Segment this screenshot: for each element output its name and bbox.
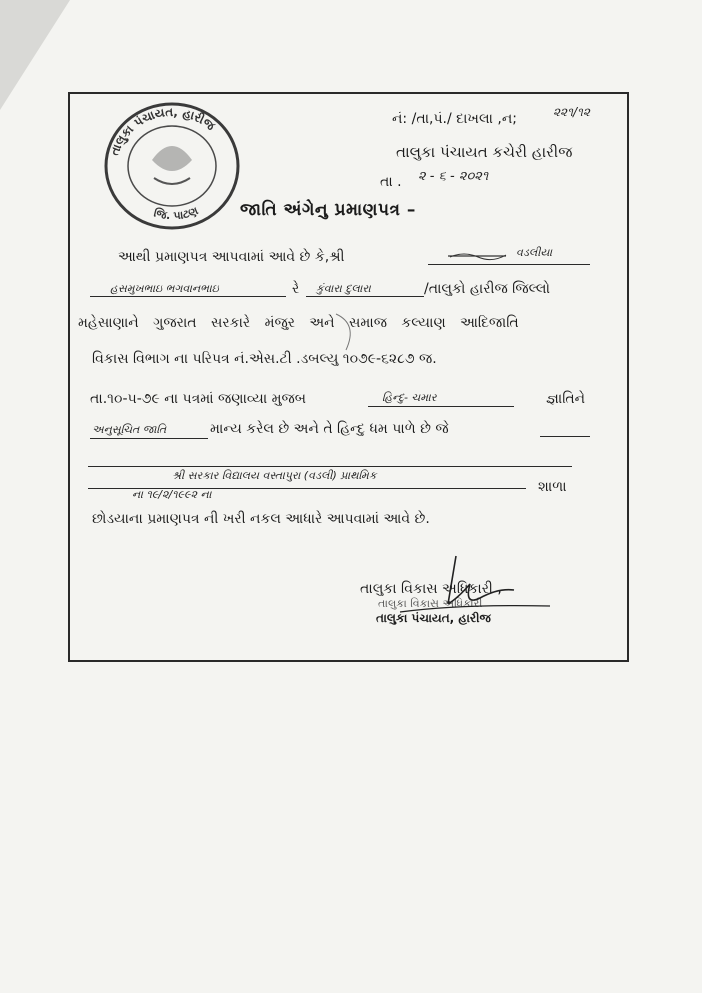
seal-top-text: તાલુકા પંચાયત, હારીજ (107, 104, 218, 158)
resident-label: રે (292, 281, 300, 297)
body-line-6: માન્ય કરેલ છે અને તે હિન્દુ ધમ પાળે છે જે (210, 421, 449, 437)
signatory-stamp-line-1: તાલુકા વિકાસ અધિકારી (378, 597, 483, 610)
surname-handwritten: વડલીયા (516, 246, 553, 259)
officer-signature (360, 552, 560, 632)
office-name: તાલુકા પંચાયત કચેરી હારીજ (396, 143, 573, 161)
pen-mark (332, 310, 362, 352)
caste-handwritten: હિન્દુ- ચમાર (382, 391, 437, 404)
body-line-1: આથી પ્રમાણપત્ર આપવામાં આવે છે કે,શ્રી (118, 249, 345, 265)
signatory-title: તાલુકા વિકાસ અધિકારી , (360, 581, 502, 597)
fullname-blank-line (90, 296, 286, 297)
svg-text:જિ. પાટણ (152, 204, 200, 223)
category-handwritten: અનુસૂચિત જાતિ (92, 423, 167, 436)
signatory-stamp-line-2: તાલુકા પંચાયત, હારીજ (376, 611, 491, 625)
seal-bottom-text: જિ. પાટણ (152, 204, 201, 223)
school-blank-line-1 (88, 466, 572, 467)
paper-corner-fold (0, 0, 70, 110)
body-line-5a: તા.૧૦-૫-૭૯ ના પત્રમાં જણાવ્યા મુજબ (90, 391, 306, 407)
trailing-blank-line (540, 436, 590, 437)
category-blank-line (90, 438, 208, 439)
fullname-handwritten: હસમુખભાઇ ભગવાનભાઇ (110, 282, 219, 295)
school-label: શાળા (538, 479, 567, 495)
panchayat-seal (92, 98, 252, 238)
school-date-handwritten: ના ૧૯/૨/૧૯૯૨ ના (132, 488, 212, 501)
certificate-title: જાતિ અંગેનુ પ્રમાણપત્ર – (240, 200, 416, 220)
date-handwritten: ૨ - ૬ - ૨૦૨૧ (418, 169, 489, 184)
school-handwritten: શ્રી સરકાર વિદ્યાલય વસ્તાપુરા (વડલી) પ્રાથમિક (172, 469, 377, 482)
caste-blank-line (368, 406, 514, 407)
name-blank-line (428, 264, 590, 265)
body-line-3: મહેસાણાને ગુજરાત સરકારે મંજુર અને સમાજ કલ્યાણ આદિજાતિ (78, 315, 519, 331)
village-blank-line (306, 296, 424, 297)
date-label: તા . (380, 174, 402, 190)
body-line-5b: જ્ઞાતિને (546, 391, 586, 407)
village-handwritten: કુંવારા દુલારા (316, 282, 371, 295)
reference-number-handwritten: ૨૨૧/૧૨ (553, 105, 590, 119)
struck-word-mark (448, 249, 508, 263)
body-line-9: છોડયાના પ્રમાણપત્ર ની ખરી નકલ આધારે આપવામાં આવે છે. (92, 511, 430, 527)
taluka-district-text: /તાલુકો હારીજ જિલ્લો (424, 281, 550, 297)
body-line-4: વિકાસ વિભાગ ના પરિપત્ર નં.એસ.ટી .ડબલ્યુ ૧૦૭૯-૬૨૮૭ જ. (92, 351, 437, 367)
reference-number-label: નં: /તા,પં./ દાખલા ,ન; (392, 111, 518, 127)
